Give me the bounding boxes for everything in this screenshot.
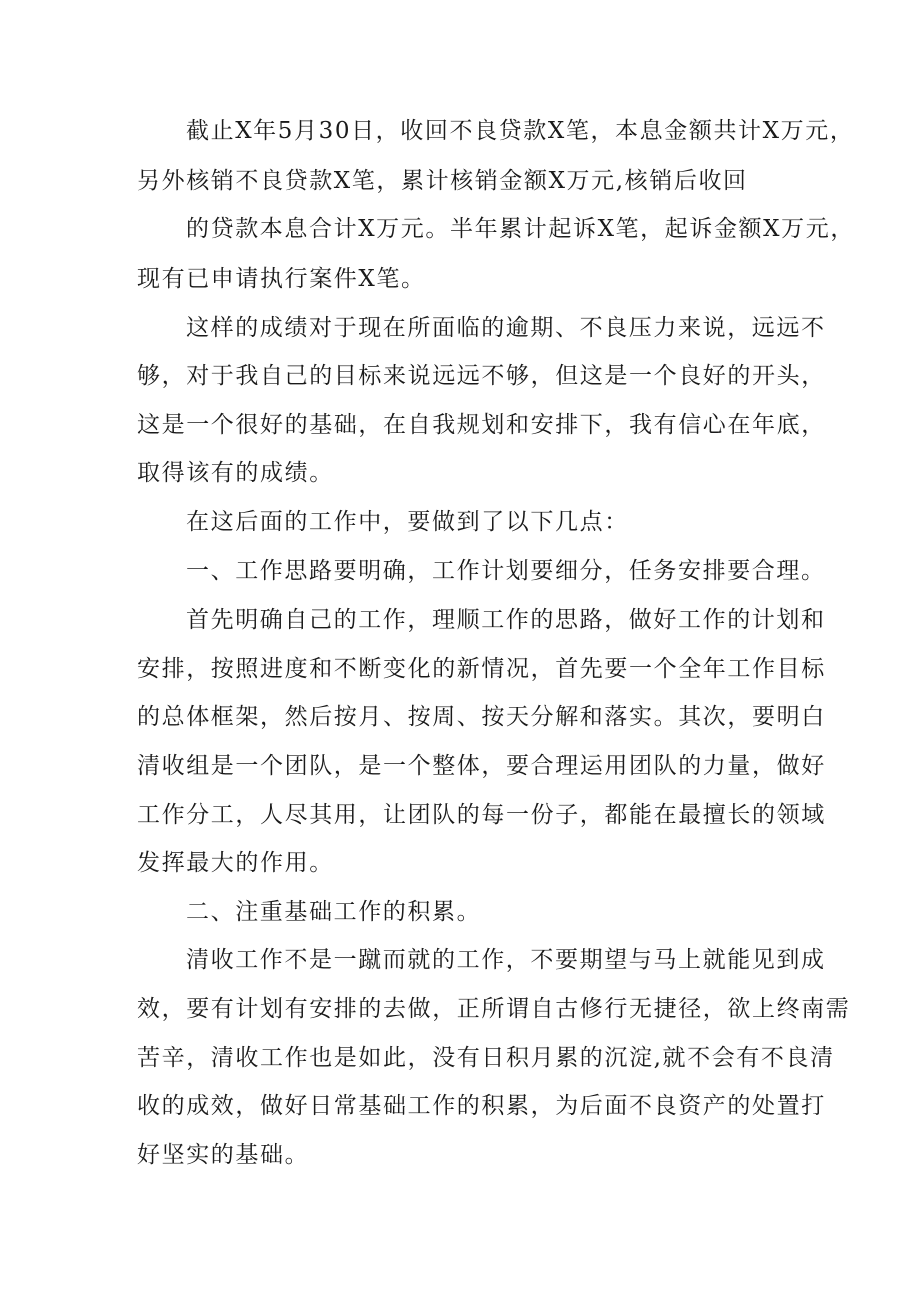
text-line: 现有已申请执行案件X笔。 bbox=[137, 266, 426, 292]
text-line: 的总体框架，然后按月、按周、按天分解和落实。其次，要明白 bbox=[137, 704, 826, 730]
text-line: 截止X年5月30日，收回不良贷款X笔，本息金额共计X万元， bbox=[186, 118, 855, 144]
text-line: 苦辛，清收工作也是如此，没有日积月累的沉淀,就不会有不良清 bbox=[137, 1045, 835, 1071]
section-heading: 一、工作思路要明确，工作计划要细分，任务安排要合理。 bbox=[186, 558, 826, 584]
text-line: 工作分工，人尽其用，让团队的每一份子，都能在最擅长的领域 bbox=[137, 802, 826, 828]
text-line: 清收组是一个团队，是一个整体，要合理运用团队的力量，做好 bbox=[137, 753, 826, 779]
text-line: 效，要有计划有安排的去做，正所谓自古修行无捷径，欲上终南需 bbox=[137, 996, 851, 1022]
text-line: 这样的成绩对于现在所面临的逾期、不良压力来说，远远不 bbox=[186, 315, 826, 341]
section-heading: 二、注重基础工作的积累。 bbox=[186, 899, 482, 925]
text-line: 安排，按照进度和不断变化的新情况，首先要一个全年工作目标 bbox=[137, 656, 826, 682]
text-line: 的贷款本息合计X万元。半年累计起诉X笔，起诉金额X万元， bbox=[186, 216, 855, 242]
text-line: 好坚实的基础。 bbox=[137, 1142, 310, 1168]
text-line: 在这后面的工作中，要做到了以下几点： bbox=[186, 509, 629, 535]
text-line: 取得该有的成绩。 bbox=[137, 460, 334, 486]
text-line: 首先明确自己的工作，理顺工作的思路，做好工作的计划和 bbox=[186, 607, 826, 633]
text-line: 清收工作不是一蹴而就的工作，不要期望与马上就能见到成 bbox=[186, 947, 826, 973]
text-line: 这是一个很好的基础，在自我规划和安排下，我有信心在年底， bbox=[137, 412, 826, 438]
text-line: 够，对于我自己的目标来说远远不够，但这是一个良好的开头， bbox=[137, 363, 826, 389]
text-line: 收的成效，做好日常基础工作的积累，为后面不良资产的处置打 bbox=[137, 1093, 826, 1119]
text-line: 发挥最大的作用。 bbox=[137, 850, 334, 876]
text-line: 另外核销不良贷款X笔，累计核销金额X万元,核销后收回 bbox=[137, 168, 748, 194]
